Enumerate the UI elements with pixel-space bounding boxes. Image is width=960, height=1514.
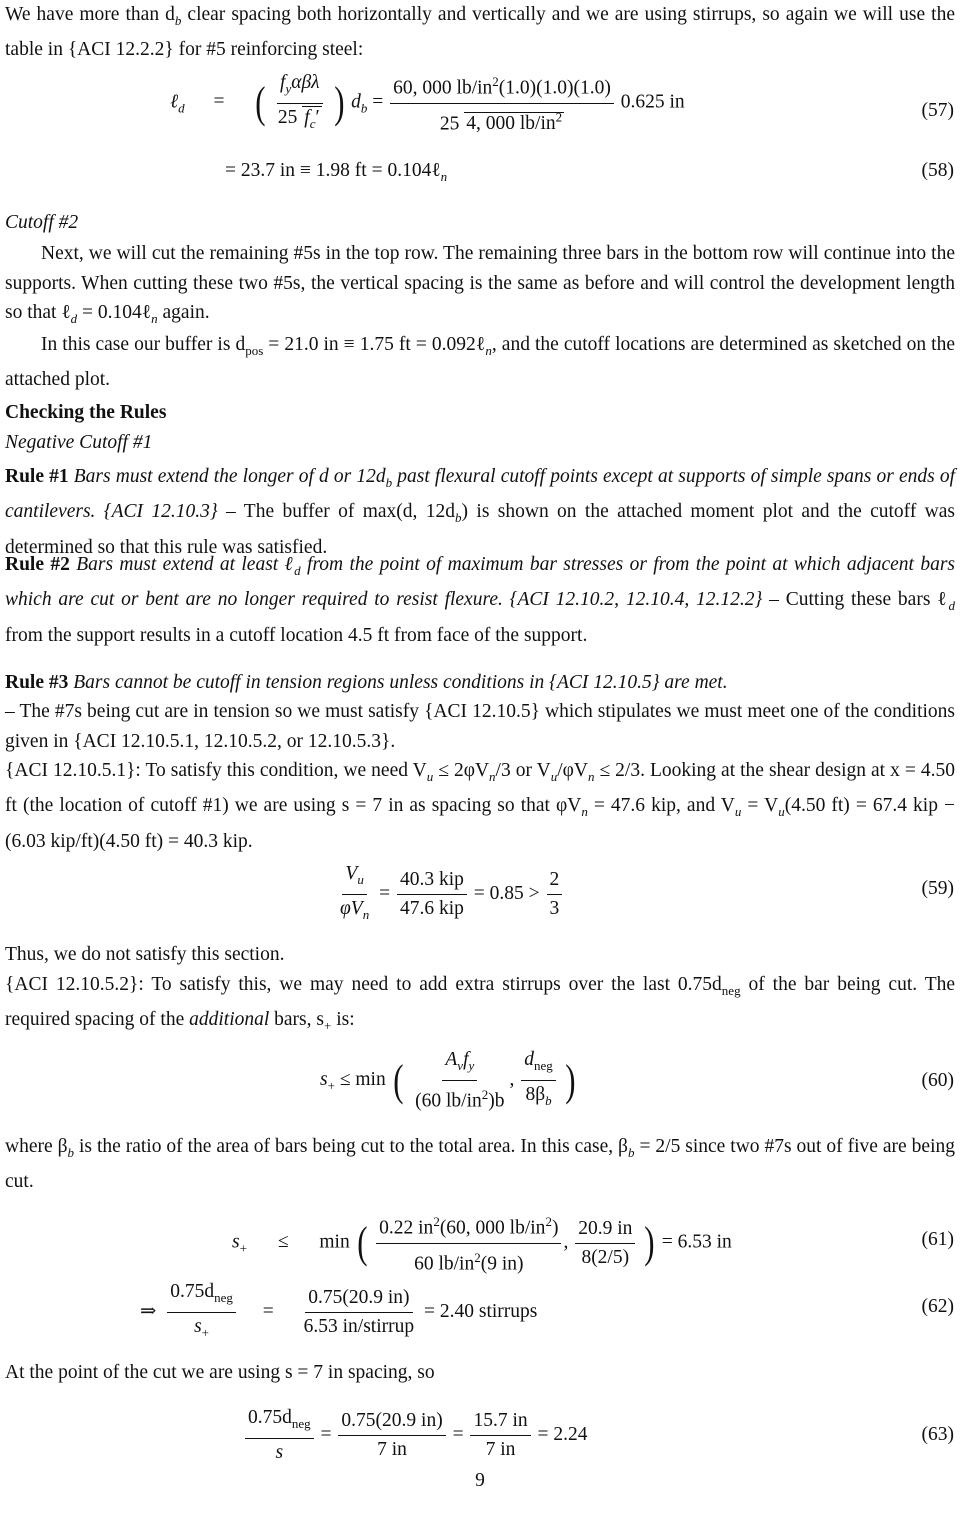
rules-subheading: Negative Cutoff #1 — [5, 432, 153, 453]
rule-1: Rule #1 Bars must extend the longer of d or $12d_b$ past flexural cutoff points except at supports of simple spans or ends of cantilevers. {ACI 12.10.3} – The buffer of max(d, $12d_b$) is shown on the attached moment plot and the cutoff was determined so that this rule was satisfied. — [5, 466, 955, 558]
equation-63: $\frac{0.75d_{neg}}{s}$ = $\frac{0.75(20.9 in)}{7 in}$ = $\frac{15.7 in}{7 in}$ = 2.24 — [243, 1406, 587, 1465]
equation-58: = 23.7 in ≡ 1.98 ft = 0.104ℓ$_n$ — [225, 160, 448, 184]
equation-60: $s_+ \le \min$ ( $\frac{A_vf_y}{(60 lb/in^2)b}$ , $\frac{d_{neg}}{8\beta_b}$ ) — [320, 1049, 576, 1112]
equation-60-label: (60) — [921, 1070, 954, 1091]
equation-61-label: (61) — [921, 1229, 954, 1250]
equation-63-label: (63) — [921, 1424, 954, 1445]
after-60-paragraph: where $\beta_b$ is the ratio of the area of bars being cut to the total area. In this case, $\beta_b = 2/5$ since two #7s out of five are being cut. — [5, 1136, 955, 1193]
equation-58-label: (58) — [921, 160, 954, 181]
condition-2-paragraph: {ACI 12.10.5.2}: To satisfy this, we may need to add extra stirrups over the last $0.75d_{neg}$ of the bar being cut. The required spacing of the additional bars, $s_+$ is: — [5, 974, 956, 1034]
rules-heading: Checking the Rules — [5, 402, 167, 423]
equation-57-label: (57) — [921, 100, 954, 121]
cutoff2-paragraph-2: In this case our buffer is $d_{pos} = 21.0$ in ≡ 1.75 ft = 0.092ℓ$_n$, and the cutoff locations are determined as sketched on the attached plot. — [5, 334, 955, 391]
cutoff2-heading: Cutoff #2 — [5, 212, 79, 233]
cutoff2-paragraph-1: Next, we will cut the remaining #5s in the top row. The remaining three bars in the bottom row will continue into the supports. When cutting these two #5s, the vertical spacing is the same as before and will control the development length so that ℓ$_d$ = 0.104ℓ$_n$ again. — [5, 243, 955, 326]
equation-57: ℓ$_d$ = ( $\frac{f_y\alpha\beta\lambda}{25 f_c'}$ ) $d_b$ = $\frac{60, 000 lb/in^2(1.0)(1.0)(1.0)}{25 4, 000 lb/in^2}$ 0.625 in — [170, 71, 685, 134]
intro-paragraph: We have more than $d_b$ clear spacing both horizontally and vertically and we are using stirrups, so again we will use the table in {ACI 12.2.2} for #5 reinforcing steel: — [5, 4, 955, 61]
equation-59-label: (59) — [921, 878, 954, 899]
equation-62: ⇒ $\frac{0.75d_{neg}}{s_+}$ = $\frac{0.75(20.9 in)}{\text{6.53 in/stirrup}}$ = 2.40 stirrups — [140, 1281, 538, 1340]
equation-62-label: (62) — [921, 1296, 954, 1317]
equation-61: $s_+ \le \min$ ( $\frac{0.22 in^2(60, 000 lb/in^2)}{60 lb/in^2(9 in)}$ , $\frac{20.9 in}{8(2/5)}$ ) = 6.53 in — [232, 1210, 732, 1276]
rule-2: Rule #2 Bars must extend at least ℓ$_d$ from the point of maximum bar stresses or from the point at which adjacent bars which are cut or bent are no longer required to resist flexure. {ACI 12.10.2, 12.10.4, 12.12.2} – Cutting these bars ℓ$_d$ from the support results in a cutoff location 4.5 ft from face of the support. — [5, 554, 955, 646]
after-59-text-1: Thus, we do not satisfy this section. — [5, 944, 285, 965]
page-number: 9 — [475, 1470, 485, 1491]
rule-3-text: – The #7s being cut are in tension so we must satisfy {ACI 12.10.5} which stipulates we must meet one of the conditions given in {ACI 12.10.5.1, 12.10.5.2, or 12.10.5.3}. — [5, 701, 955, 752]
condition-1-paragraph: {ACI 12.10.5.1}: To satisfy this condition, we need $V_u \le 2\varphi V_n/3$ or $V_u/\varphi V_n \le 2/3$. Looking at the shear design at x = 4.50 ft (the location of cutoff #1) we are using s = 7 in as spacing so that $\varphi V_n = 47.6$ kip, and $V_u = V_u(4.50$ ft) = 67.4 kip − (6.03 kip/ft)(4.50 ft) = 40.3 kip. — [5, 760, 956, 852]
rule-3: Rule #3 Bars cannot be cutoff in tension regions unless conditions in {ACI 12.10.5} are met. — [5, 672, 728, 693]
after-62-text: At the point of the cut we are using s = 7 in spacing, so — [5, 1362, 435, 1383]
equation-59: $\frac{V_u}{\varphi V_n}$ = $\frac{\text{40.3 kip}}{\text{47.6 kip}}$ = 0.85 > $\frac{2}{3}$ — [335, 862, 564, 927]
